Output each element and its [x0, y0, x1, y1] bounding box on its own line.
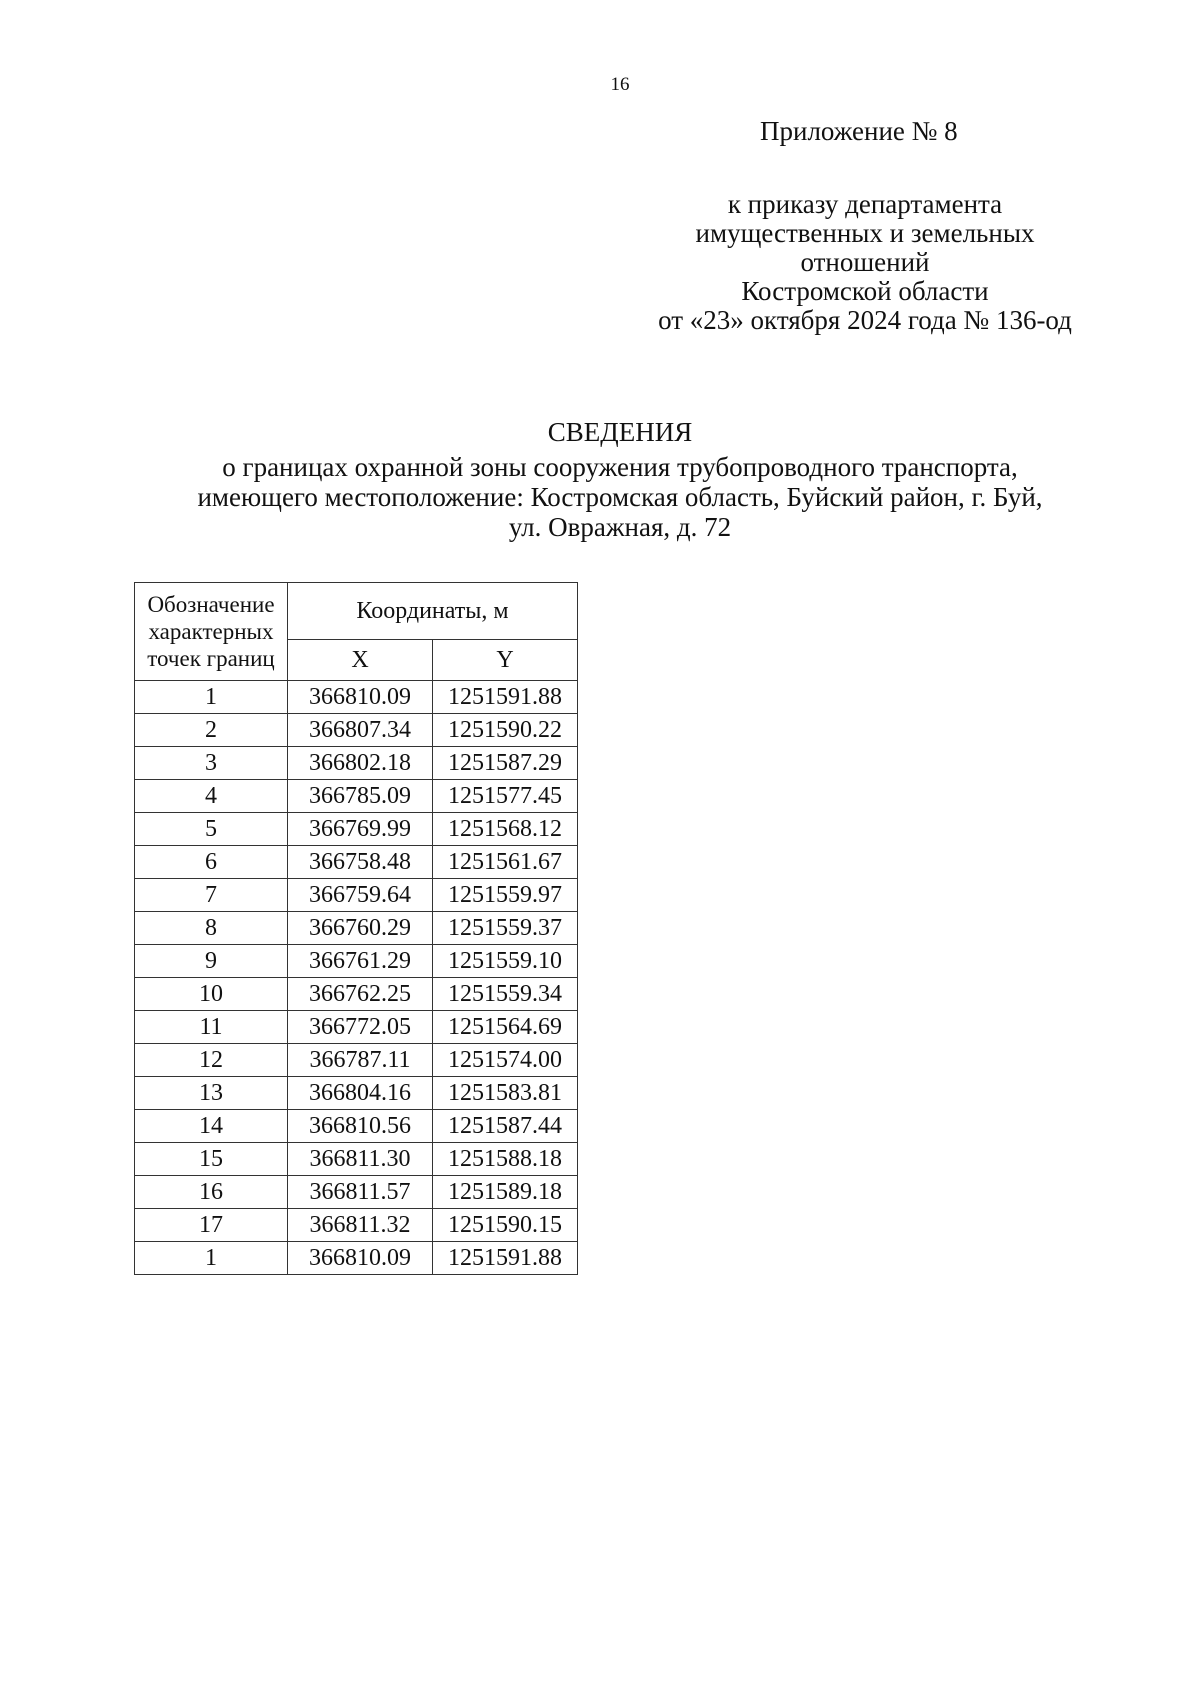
point-cell: 4: [135, 780, 288, 813]
point-header-line: характерных: [148, 619, 274, 644]
table-row: [135, 846, 578, 879]
point-cell: 17: [135, 1209, 288, 1242]
x-cell: 366810.56: [288, 1110, 433, 1143]
x-cell: 366811.57: [288, 1176, 433, 1209]
y-cell: 1251561.67: [433, 846, 578, 879]
subtitle-line: имеющего местоположение: Костромская область, Буйский район, г. Буй,: [197, 482, 1043, 512]
point-cell: 5: [135, 813, 288, 846]
document-subtitle: [0, 452, 1200, 542]
x-cell: 366811.32: [288, 1209, 433, 1242]
x-cell: 366810.09: [288, 1242, 433, 1275]
x-cell: 366811.30: [288, 1143, 433, 1176]
table-row: [135, 780, 578, 813]
x-cell: 366785.09: [288, 780, 433, 813]
point-cell: 12: [135, 1044, 288, 1077]
table-body: [135, 681, 578, 1275]
table-row: [135, 912, 578, 945]
x-cell: 366787.11: [288, 1044, 433, 1077]
point-cell: 14: [135, 1110, 288, 1143]
x-header: X: [288, 640, 433, 681]
y-cell: 1251559.37: [433, 912, 578, 945]
table-row: [135, 714, 578, 747]
table-row: [135, 1209, 578, 1242]
subtitle-line: ул. Овражная, д. 72: [508, 512, 732, 542]
point-designation-header: [135, 583, 288, 681]
table-row: [135, 681, 578, 714]
table-row: [135, 747, 578, 780]
point-cell: 3: [135, 747, 288, 780]
x-cell: 366807.34: [288, 714, 433, 747]
table-row: [135, 1011, 578, 1044]
page-number: 16: [610, 74, 630, 95]
x-cell: 366759.64: [288, 879, 433, 912]
y-cell: 1251587.29: [433, 747, 578, 780]
y-cell: 1251564.69: [433, 1011, 578, 1044]
x-cell: 366758.48: [288, 846, 433, 879]
y-cell: 1251559.97: [433, 879, 578, 912]
x-cell: 366769.99: [288, 813, 433, 846]
point-cell: 8: [135, 912, 288, 945]
point-cell: 9: [135, 945, 288, 978]
point-cell: 13: [135, 1077, 288, 1110]
y-header: Y: [433, 640, 578, 681]
point-header-line: Обозначение: [147, 592, 275, 617]
table-row: [135, 978, 578, 1011]
point-header-line: точек границ: [147, 646, 275, 671]
point-cell: 16: [135, 1176, 288, 1209]
order-line: к приказу департамента: [727, 189, 1003, 219]
order-date-line: от «23» октября 2024 года № 136-од: [658, 305, 1072, 335]
coordinates-header: Координаты, м: [288, 583, 578, 640]
x-cell: 366761.29: [288, 945, 433, 978]
y-cell: 1251559.10: [433, 945, 578, 978]
table-row: [135, 1077, 578, 1110]
point-cell: 1: [135, 1242, 288, 1275]
x-cell: 366804.16: [288, 1077, 433, 1110]
table-row: [135, 1044, 578, 1077]
y-cell: 1251574.00: [433, 1044, 578, 1077]
table-row: [135, 813, 578, 846]
point-cell: 2: [135, 714, 288, 747]
table-row: [135, 945, 578, 978]
y-cell: 1251588.18: [433, 1143, 578, 1176]
subtitle-line: о границах охранной зоны сооружения трубопроводного транспорта,: [222, 452, 1018, 482]
point-cell: 10: [135, 978, 288, 1011]
y-cell: 1251591.88: [433, 681, 578, 714]
table-row: [135, 1110, 578, 1143]
point-cell: 11: [135, 1011, 288, 1044]
order-line: Костромской области: [741, 276, 989, 306]
table-row: [135, 879, 578, 912]
point-cell: 15: [135, 1143, 288, 1176]
x-cell: 366810.09: [288, 681, 433, 714]
table-row: [135, 1242, 578, 1275]
table-row: [135, 1143, 578, 1176]
table-row: [135, 1176, 578, 1209]
y-cell: 1251583.81: [433, 1077, 578, 1110]
point-cell: 1: [135, 681, 288, 714]
coordinates-table: [134, 582, 578, 1275]
y-cell: 1251590.22: [433, 714, 578, 747]
appendix-title: Приложение № 8: [760, 116, 958, 146]
y-cell: 1251559.34: [433, 978, 578, 1011]
point-cell: 7: [135, 879, 288, 912]
order-reference: [620, 190, 1110, 335]
order-line: имущественных и земельных: [695, 218, 1035, 248]
y-cell: 1251568.12: [433, 813, 578, 846]
y-cell: 1251587.44: [433, 1110, 578, 1143]
point-cell: 6: [135, 846, 288, 879]
y-cell: 1251577.45: [433, 780, 578, 813]
x-cell: 366772.05: [288, 1011, 433, 1044]
x-cell: 366760.29: [288, 912, 433, 945]
x-cell: 366762.25: [288, 978, 433, 1011]
y-cell: 1251589.18: [433, 1176, 578, 1209]
x-cell: 366802.18: [288, 747, 433, 780]
document-title: СВЕДЕНИЯ: [547, 417, 693, 447]
y-cell: 1251591.88: [433, 1242, 578, 1275]
order-line: отношений: [800, 247, 930, 277]
y-cell: 1251590.15: [433, 1209, 578, 1242]
